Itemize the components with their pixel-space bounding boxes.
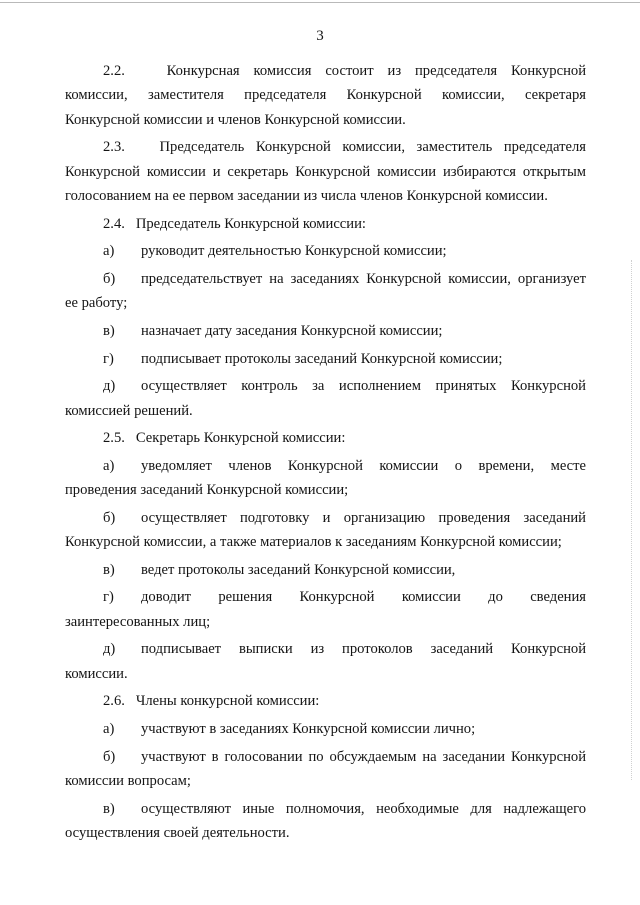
list-item-text: назначает дату заседания Конкурсной комиссии; [141,323,443,339]
paragraph-line: Конкурсной комиссии и секретарь Конкурсной комиссии избираются открытым [65,163,586,180]
list-item-continuation: комиссии вопросам; [65,772,191,789]
paragraph-line: Конкурсной комиссии и членов Конкурсной комиссии. [65,111,406,128]
list-item-text: доводит решения Конкурсной комиссии до сведения [141,589,586,606]
list-item-continuation: ее работу; [65,295,128,312]
paragraph-line: 2.5. Секретарь Конкурсной комиссии: [103,430,346,447]
list-item-text: руководит деятельностью Конкурсной комиссии; [141,243,447,260]
list-item-continuation: осуществления своей деятельности. [65,824,290,841]
list-item-text: подписывает протоколы заседаний Конкурсной комиссии; [141,350,503,367]
paragraph [65,135,586,208]
list-item-marker: а) [103,720,115,737]
list-item [65,717,586,741]
list-item-text: участвуют в голосовании по обсуждаемым на заседании Конкурсной [141,748,586,765]
list-item-continuation: комиссией решений. [65,402,193,419]
paragraph [65,426,586,450]
list-item-text: уведомляет членов Конкурсной комиссии о времени, месте [141,457,586,474]
list-item [65,454,586,503]
list-item-marker: в) [103,323,115,339]
paragraph [65,212,586,236]
paragraph-line: 2.6. Члены конкурсной комиссии: [103,693,320,710]
list-item [65,558,586,582]
list-item-text: ведет протоколы заседаний Конкурсной комиссии, [141,561,456,578]
list-item-marker: г) [103,589,114,606]
list-item-marker: д) [103,641,116,658]
list-item-marker: б) [103,748,116,765]
list-item-continuation: комиссии. [65,665,128,682]
scan-top-edge [0,2,640,3]
list-item-continuation: проведения заседаний Конкурсной комиссии; [65,482,349,499]
list-item-marker: в) [103,561,115,578]
list-item-text: осуществляют иные полномочия, необходимые для надлежащего [141,800,586,817]
list-item [65,319,586,343]
list-item-text: осуществляет подготовку и организацию проведения заседаний [141,509,586,526]
list-item [65,239,586,263]
paragraph [65,689,586,713]
list-item [65,267,586,316]
list-item [65,745,586,794]
list-item [65,506,586,555]
paragraph-line: комиссии, заместителя председателя Конкурсной комиссии, секретаря [65,87,586,104]
list-item [65,797,586,846]
list-item [65,347,586,371]
list-item [65,374,586,423]
list-item-marker: а) [103,243,115,260]
paragraph-line: 2.2. Конкурсная комиссия состоит из председателя Конкурсной [103,63,586,79]
list-item-continuation: Конкурсной комиссии, а также материалов к заседаниям Конкурсной комиссии; [65,534,562,551]
list-item-marker: в) [103,800,115,817]
scan-edge-marks [630,260,632,780]
list-item [65,637,586,686]
paragraph [65,59,586,132]
list-item-text: председательствует на заседаниях Конкурсной комиссии, организует [141,271,586,287]
list-item-text: подписывает выписки из протоколов заседаний Конкурсной [141,641,586,658]
page-number: 3 [316,28,324,44]
paragraph-line: голосованием на ее первом заседании из числа членов Конкурсной комиссии. [65,188,548,205]
document-body [65,59,586,845]
list-item-text: осуществляет контроль за исполнением принятых Конкурсной [141,378,586,395]
list-item [65,585,586,634]
list-item-marker: г) [103,350,114,367]
paragraph-line: 2.4. Председатель Конкурсной комиссии: [103,215,366,232]
list-item-text: участвуют в заседаниях Конкурсной комиссии лично; [141,720,476,737]
list-item-marker: а) [103,457,115,474]
list-item-marker: б) [103,509,116,526]
list-item-continuation: заинтересованных лиц; [65,613,211,630]
list-item-marker: д) [103,378,116,395]
list-item-marker: б) [103,271,116,287]
paragraph-line: 2.3. Председатель Конкурсной комиссии, заместитель председателя [103,139,586,156]
